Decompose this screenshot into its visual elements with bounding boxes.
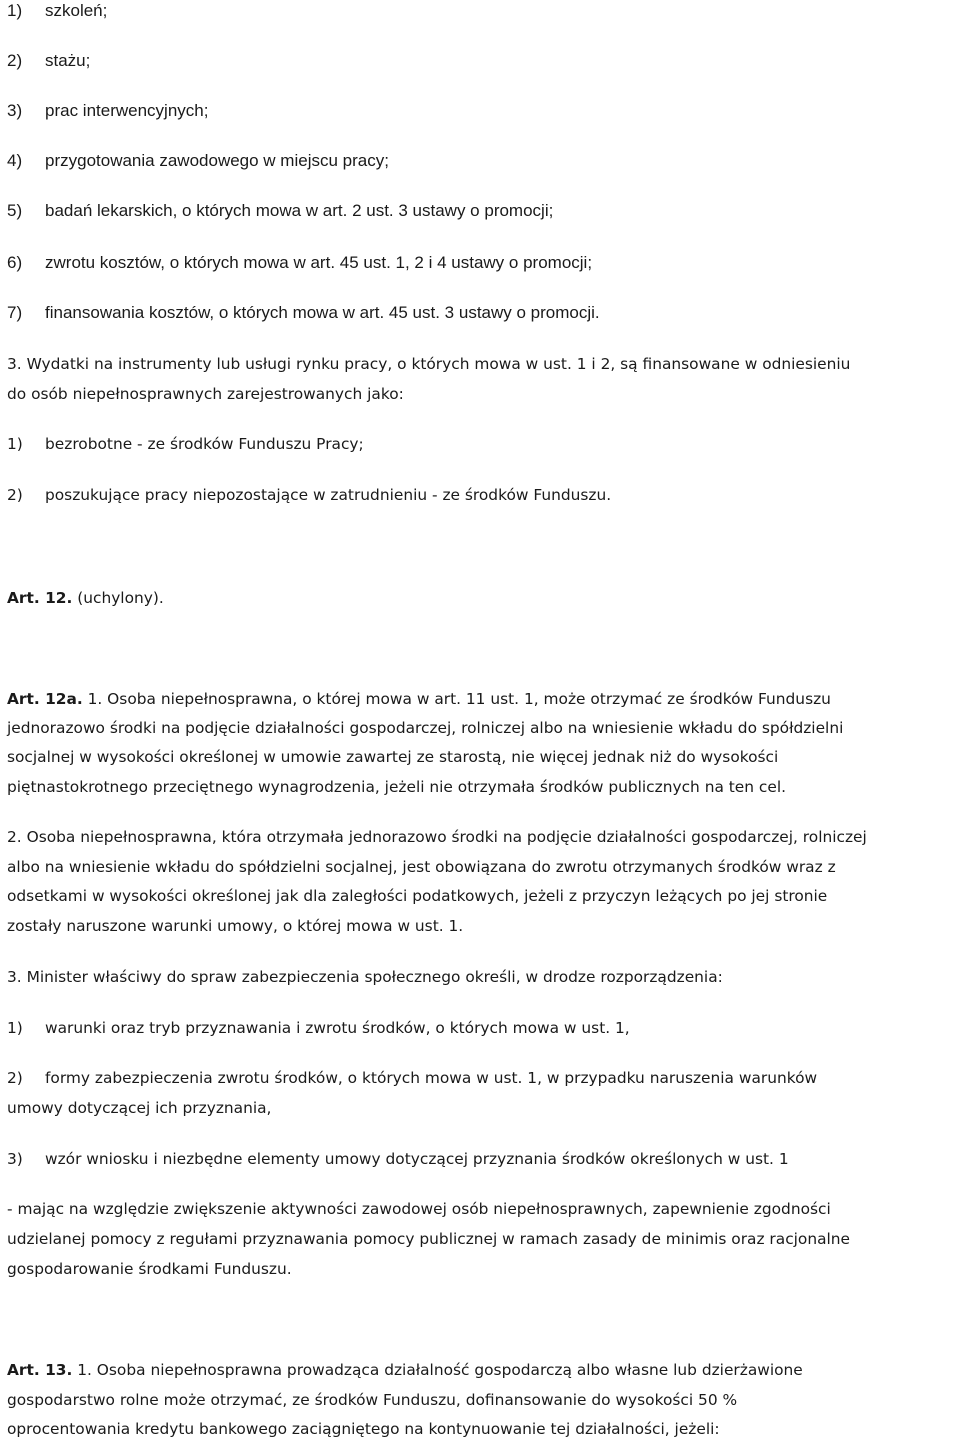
list-a-number: 1) [7,1,23,20]
list-a-number: 3) [7,101,23,120]
article-12a-item-number: 1) [7,1019,23,1037]
list-a-number: 4) [7,151,23,170]
article-12a-line-4: piętnastokrotnego przeciętnego wynagrodzenia, jeżeli nie otrzymała środków publicznych na ten cel. [7,778,787,796]
article-12a-text: 1. Osoba niepełnosprawna, o której mowa w art. 11 ust. 1, może otrzymać ze środków Funduszu [82,690,831,708]
article-12a-p2-line-4: zostały naruszone warunki umowy, o której mowa w ust. 1. [7,917,464,935]
article-13-text: 1. Osoba niepełnosprawna prowadząca działalność gospodarczą albo własne lub dzierżawione [72,1361,803,1379]
article-13-label: Art. 13. [7,1361,73,1379]
article-12a-p3: 3. Minister właściwy do spraw zabezpieczenia społecznego określi, w drodze rozporządzenia: [7,968,723,986]
list-a-item-7 [7,303,600,323]
list-a-item-4 [7,151,389,171]
list-a-text: finansowania kosztów, o których mowa w art. 45 ust. 3 ustawy o promocji. [45,303,600,322]
paragraph-3-line-1: 3. Wydatki na instrumenty lub usługi rynku pracy, o których mowa w ust. 1 i 2, są finansowane w odniesieniu [7,355,851,373]
article-12a-item-number: 3) [7,1150,23,1168]
article-12a-item-2-cont: umowy dotyczącej ich przyznania, [7,1099,272,1117]
article-12a-closing-line-2: udzielanej pomocy z regułami przyznawania pomocy publicznej w ramach zasady de minimis oraz racjonalne [7,1230,851,1248]
list-b-item-2 [7,485,611,505]
list-a-item-3 [7,101,208,121]
article-12a-item-text: warunki oraz tryb przyznawania i zwrotu środków, o których mowa w ust. 1, [45,1019,630,1037]
list-b-text: poszukujące pracy niepozostające w zatrudnieniu - ze środków Funduszu. [45,486,612,504]
list-b-item-1 [7,434,364,454]
list-b-text: bezrobotne - ze środków Funduszu Pracy; [45,435,364,453]
list-a-number: 5) [7,201,23,220]
article-12a-line-1 [7,689,831,709]
article-12a-label: Art. 12a. [7,690,83,708]
article-12a-item-2 [7,1068,817,1088]
article-12-label: Art. 12. [7,589,73,607]
article-12a-p2-line-3: odsetkami w wysokości określonej jak dla zaległości podatkowych, jeżeli z przyczyn leżących po jej stronie [7,887,828,905]
list-a-text: szkoleń; [45,1,108,20]
list-a-item-1 [7,1,107,21]
article-12a-item-text: formy zabezpieczenia zwrotu środków, o których mowa w ust. 1, w przypadku naruszenia warunków [45,1069,818,1087]
article-12a-p2-line-1: 2. Osoba niepełnosprawna, która otrzymała jednorazowo środki na podjęcie działalności gospodarczej, rolniczej [7,828,867,846]
article-12a-line-2: jednorazowo środki na podjęcie działalności gospodarczej, rolniczej albo na wniesienie wkładu do spółdzielni [7,719,844,737]
article-12a-item-1 [7,1018,630,1038]
article-12a-item-text: wzór wniosku i niezbędne elementy umowy dotyczącej przyznania środków określonych w ust. 1 [45,1150,789,1168]
list-a-text: przygotowania zawodowego w miejscu pracy; [45,151,389,170]
list-a-number: 7) [7,303,23,322]
article-13-line-3: oprocentowania kredytu bankowego zaciągniętego na kontynuowanie tej działalności, jeżeli: [7,1420,720,1438]
article-12 [7,588,164,608]
list-a-number: 2) [7,51,23,70]
article-12a-closing-line-3: gospodarowanie środkami Funduszu. [7,1260,292,1278]
article-13-line-1 [7,1360,803,1380]
list-a-text: badań lekarskich, o których mowa w art. 2 ust. 3 ustawy o promocji; [45,201,554,220]
article-12-text: (uchylony). [72,589,164,607]
paragraph-3-line-2: do osób niepełnosprawnych zarejestrowanych jako: [7,385,404,403]
list-a-text: stażu; [45,51,91,70]
article-12a-closing-line-1: - mając na względzie zwiększenie aktywności zawodowej osób niepełnosprawnych, zapewnienie zgodności [7,1200,831,1218]
article-12a-p2-line-2: albo na wniesienie wkładu do spółdzielni socjalnej, jest obowiązana do zwrotu otrzymanych środków wraz z [7,858,836,876]
list-a-text: prac interwencyjnych; [45,101,209,120]
list-a-item-2 [7,51,90,71]
list-a-number: 6) [7,253,23,272]
article-12a-line-3: socjalnej w wysokości określonej w umowie zawartej ze starostą, nie więcej jednak niż do wysokości [7,748,779,766]
list-b-number: 2) [7,486,23,504]
article-12a-item-3 [7,1149,789,1169]
list-a-item-5 [7,201,553,221]
list-a-text: zwrotu kosztów, o których mowa w art. 45 ust. 1, 2 i 4 ustawy o promocji; [45,253,593,272]
article-13-line-2: gospodarstwo rolne może otrzymać, ze środków Funduszu, dofinansowanie do wysokości 50 % [7,1391,738,1409]
list-a-item-6 [7,253,592,273]
article-12a-item-number: 2) [7,1069,23,1087]
list-b-number: 1) [7,435,23,453]
